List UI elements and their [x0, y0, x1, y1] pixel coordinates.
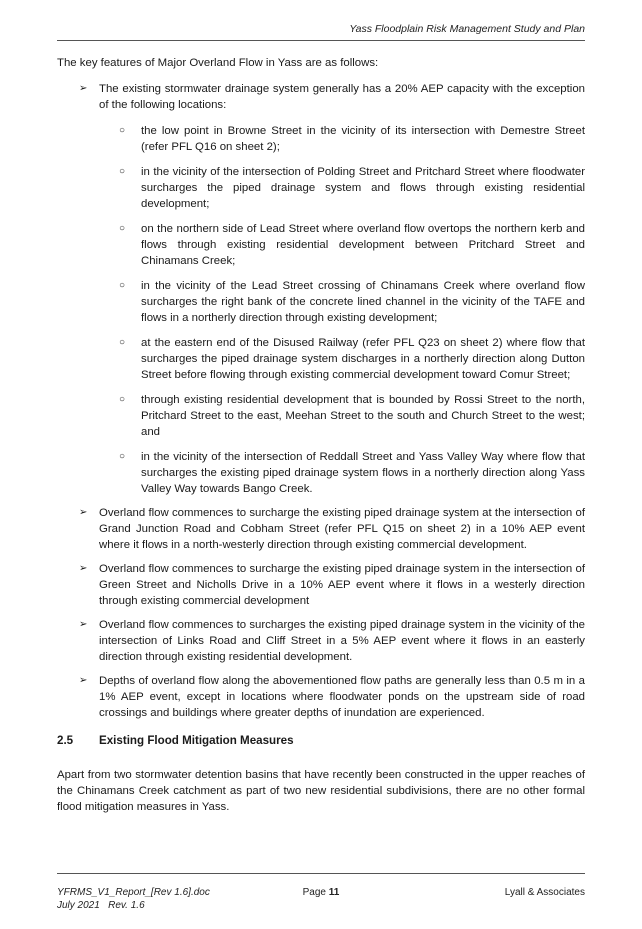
circle-bullet-icon: ○	[119, 337, 126, 348]
sub-bullet-item	[57, 449, 585, 497]
sub-bullet-text: on the northern side of Lead Street where overland flow overtops the northern kerb and flows through existing residential development between Pritchard Street and Chinamans Creek;	[141, 223, 585, 267]
sub-bullet-list	[57, 123, 585, 497]
bullet-item	[57, 673, 585, 721]
header-divider	[57, 40, 585, 41]
sub-bullet-text: through existing residential development that is bounded by Rossi Street to the north, Pritchard Street to the east, Meehan Street to the south and Church Street to the west; and	[141, 394, 585, 438]
bullet-text: Depths of overland flow along the abovementioned flow paths are generally less than 0.5 m in a 1% AEP event, except in locations where floodwater ponds on the upstream side of road crossings and buildings where greater depths of inundation are experienced.	[99, 675, 585, 719]
sub-bullet-item	[57, 123, 585, 155]
bullet-text: Overland flow commences to surcharge the existing piped drainage system in the intersection of Green Street and Nicholls Drive in a 10% AEP event where it flows in a westerly direction through existing commercial development	[99, 563, 585, 607]
arrow-bullet-icon: ➢	[79, 563, 88, 574]
footer-company: Lyall & Associates	[504, 887, 585, 898]
running-header: Yass Floodplain Risk Management Study and Plan	[349, 23, 585, 35]
sub-bullet-text: in the vicinity of the intersection of Polding Street and Pritchard Street where floodwater surcharges the piped drainage system and flows through existing residential development;	[141, 166, 585, 210]
sub-bullet-text: the low point in Browne Street in the vicinity of its intersection with Demestre Street (refer PFL Q16 on sheet 2);	[141, 125, 585, 153]
sub-bullet-text: at the eastern end of the Disused Railway (refer PFL Q23 on sheet 2) where flow that surcharges the piped drainage system discharges in a northerly direction along Dutton Street before flowing through existing commercial development toward Comur Street;	[141, 337, 585, 381]
section-heading	[57, 733, 585, 749]
section-paragraph: Apart from two stormwater detention basins that have recently been constructed in the upper reaches of the Chinamans Creek catchment as part of two new residential subdivisions, there are no other formal flood mitigation measures in Yass.	[57, 769, 585, 813]
circle-bullet-icon: ○	[119, 394, 126, 405]
bullet-text: Overland flow commences to surcharges the existing piped drainage system in the vicinity of the intersection of Links Road and Cliff Street in a 5% AEP event where it flows in an easterly direction through existing residential development.	[99, 619, 585, 663]
page-number-value: 11	[328, 887, 340, 898]
sub-bullet-item	[57, 164, 585, 212]
arrow-bullet-icon: ➢	[79, 675, 88, 686]
sub-bullet-text: in the vicinity of the Lead Street crossing of Chinamans Creek where overland flow surcharges the right bank of the concrete lined channel in the vicinity of the TAFE and flows in a northerly direction through existing development;	[141, 280, 585, 324]
sub-bullet-text: in the vicinity of the intersection of Reddall Street and Yass Valley Way where flow that surcharges the existing piped drainage system flows in a northerly direction along Yass Valley Way towards Bango Creek.	[141, 451, 585, 495]
arrow-bullet-icon: ➢	[79, 619, 88, 630]
bullet-item	[57, 617, 585, 665]
circle-bullet-icon: ○	[119, 280, 126, 291]
circle-bullet-icon: ○	[119, 125, 126, 136]
section-number: 2.5	[57, 734, 74, 747]
document-body	[57, 55, 585, 815]
footer-doc-name: YFRMS_V1_Report_[Rev 1.6].doc	[57, 887, 210, 898]
bullet-item	[57, 81, 585, 497]
footer-divider	[57, 873, 585, 874]
footer-date-rev: July 2021 Rev. 1.6	[57, 900, 145, 911]
sub-bullet-item	[57, 392, 585, 440]
bullet-item	[57, 561, 585, 609]
arrow-bullet-icon: ➢	[79, 507, 88, 518]
bullet-item	[57, 505, 585, 553]
sub-bullet-item	[57, 335, 585, 383]
arrow-bullet-icon: ➢	[79, 83, 88, 94]
bullet-text: Overland flow commences to surcharge the existing piped drainage system at the intersection of Grand Junction Road and Cobham Street (refer PFL Q15 on sheet 2) in a 10% AEP event where it flows in a north-westerly direction through existing commercial development.	[99, 507, 585, 551]
sub-bullet-item	[57, 221, 585, 269]
page-label: Page	[302, 887, 326, 898]
circle-bullet-icon: ○	[119, 166, 126, 177]
section-title: Existing Flood Mitigation Measures	[99, 734, 294, 747]
intro-paragraph: The key features of Major Overland Flow in Yass are as follows:	[57, 57, 379, 69]
circle-bullet-icon: ○	[119, 451, 126, 462]
circle-bullet-icon: ○	[119, 223, 126, 234]
bullet-text: The existing stormwater drainage system generally has a 20% AEP capacity with the exception of the following locations:	[99, 83, 585, 111]
sub-bullet-item	[57, 278, 585, 326]
